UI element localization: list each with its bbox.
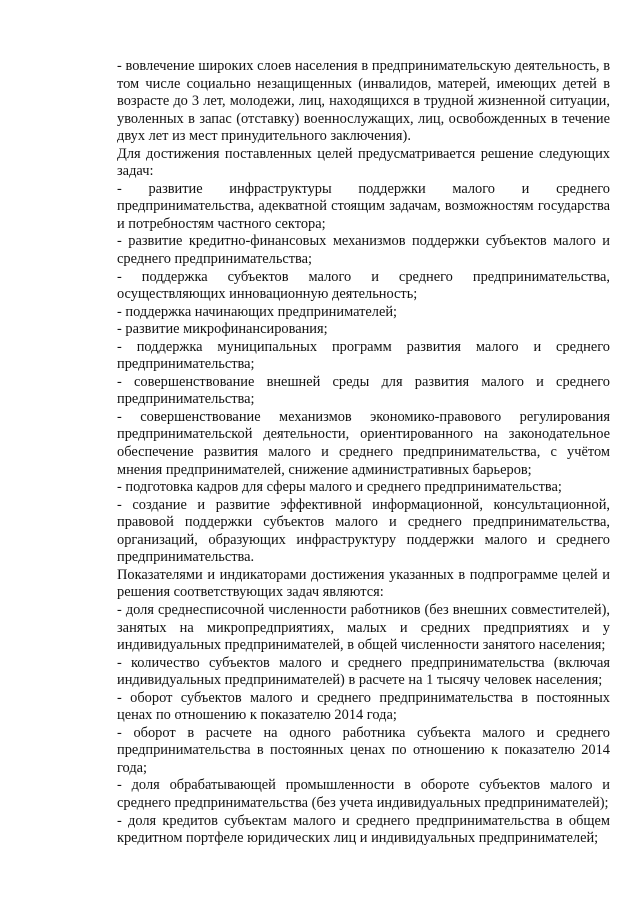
paragraph-tasks-intro: Для достижения поставленных целей предусматривается решение следующих задач: [117, 145, 610, 180]
document-body [117, 58, 610, 848]
paragraph-microfinance: - развитие микрофинансирования; [117, 321, 328, 338]
paragraph-business-count: - количество субъектов малого и среднего предпринимательства (включая индивидуальных предпринимателей) в расчете на 1 тысячу человек населения; [117, 654, 610, 689]
paragraph-environment: - совершенствование внешней среды для развития малого и среднего предпринимательства; [117, 373, 610, 408]
paragraph-manufacturing-share: - доля обрабатывающей промышленности в обороте субъектов малого и среднего предпринимательства (без учета индивидуальных предпринимателей); [117, 777, 610, 811]
paragraph-credit-share: - доля кредитов субъектам малого и среднего предпринимательства в общем кредитном портфеле юридических лиц и индивидуальных предпринимателей; [117, 812, 610, 847]
paragraph-turnover: - оборот субъектов малого и среднего предпринимательства в постоянных ценах по отношению к показателю 2014 года; [117, 689, 610, 724]
paragraph-support: - создание и развитие эффективной информационной, консультационной, правовой поддержки субъектов малого и среднего предпринимательства, организаций, образующих инфраструктуру поддержки малого и среднего предпринимательства. [117, 496, 610, 566]
paragraph-regulation: - совершенствование механизмов экономико-правового регулирования предпринимательской деятельности, ориентированного на законодательное обеспечение развития малого и среднего предпринимательства, с учётом мнения предпринимателей, снижение административных барьеров; [117, 408, 610, 478]
paragraph-employment-share: - доля среднесписочной численности работников (без внешних совместителей), занятых на микропредприятиях, малых и средних предприятиях и у индивидуальных предпринимателей, в общей численности занятого населения; [117, 601, 610, 654]
paragraph-turnover-per-worker: - оборот в расчете на одного работника субъекта малого и среднего предпринимательства в постоянных ценах по отношению к показателю 2014 года; [117, 724, 610, 776]
paragraph-credit: - развитие кредитно-финансовых механизмов поддержки субъектов малого и среднего предпринимательства; [117, 233, 610, 268]
paragraph-infrastructure: - развитие инфраструктуры поддержки малого и среднего предпринимательства, адекватной стоящим задачам, возможностям государства и потребностям частного сектора; [117, 180, 610, 232]
paragraph-municipal: - поддержка муниципальных программ развития малого и среднего предпринимательства; [117, 338, 610, 373]
paragraph-beginners: - поддержка начинающих предпринимателей; [117, 303, 398, 320]
paragraph-involvement: - вовлечение широких слоев населения в предпринимательскую деятельность, в том числе социально незащищенных (инвалидов, матерей, имеющих детей в возрасте до 3 лет, молодежи, лиц, находящихся в трудной жизненной ситуации, уволенных в запас (отставку) военнослужащих, лиц, освобожденных в течение двух лет из мест принудительного заключения). [117, 58, 610, 145]
paragraph-innovation: - поддержка субъектов малого и среднего предпринимательства, осуществляющих инновационную деятельность; [117, 268, 610, 303]
paragraph-training: - подготовка кадров для сферы малого и среднего предпринимательства; [117, 479, 562, 496]
paragraph-indicators-intro: Показателями и индикаторами достижения указанных в подпрограмме целей и решения соответствующих задач являются: [117, 566, 610, 601]
